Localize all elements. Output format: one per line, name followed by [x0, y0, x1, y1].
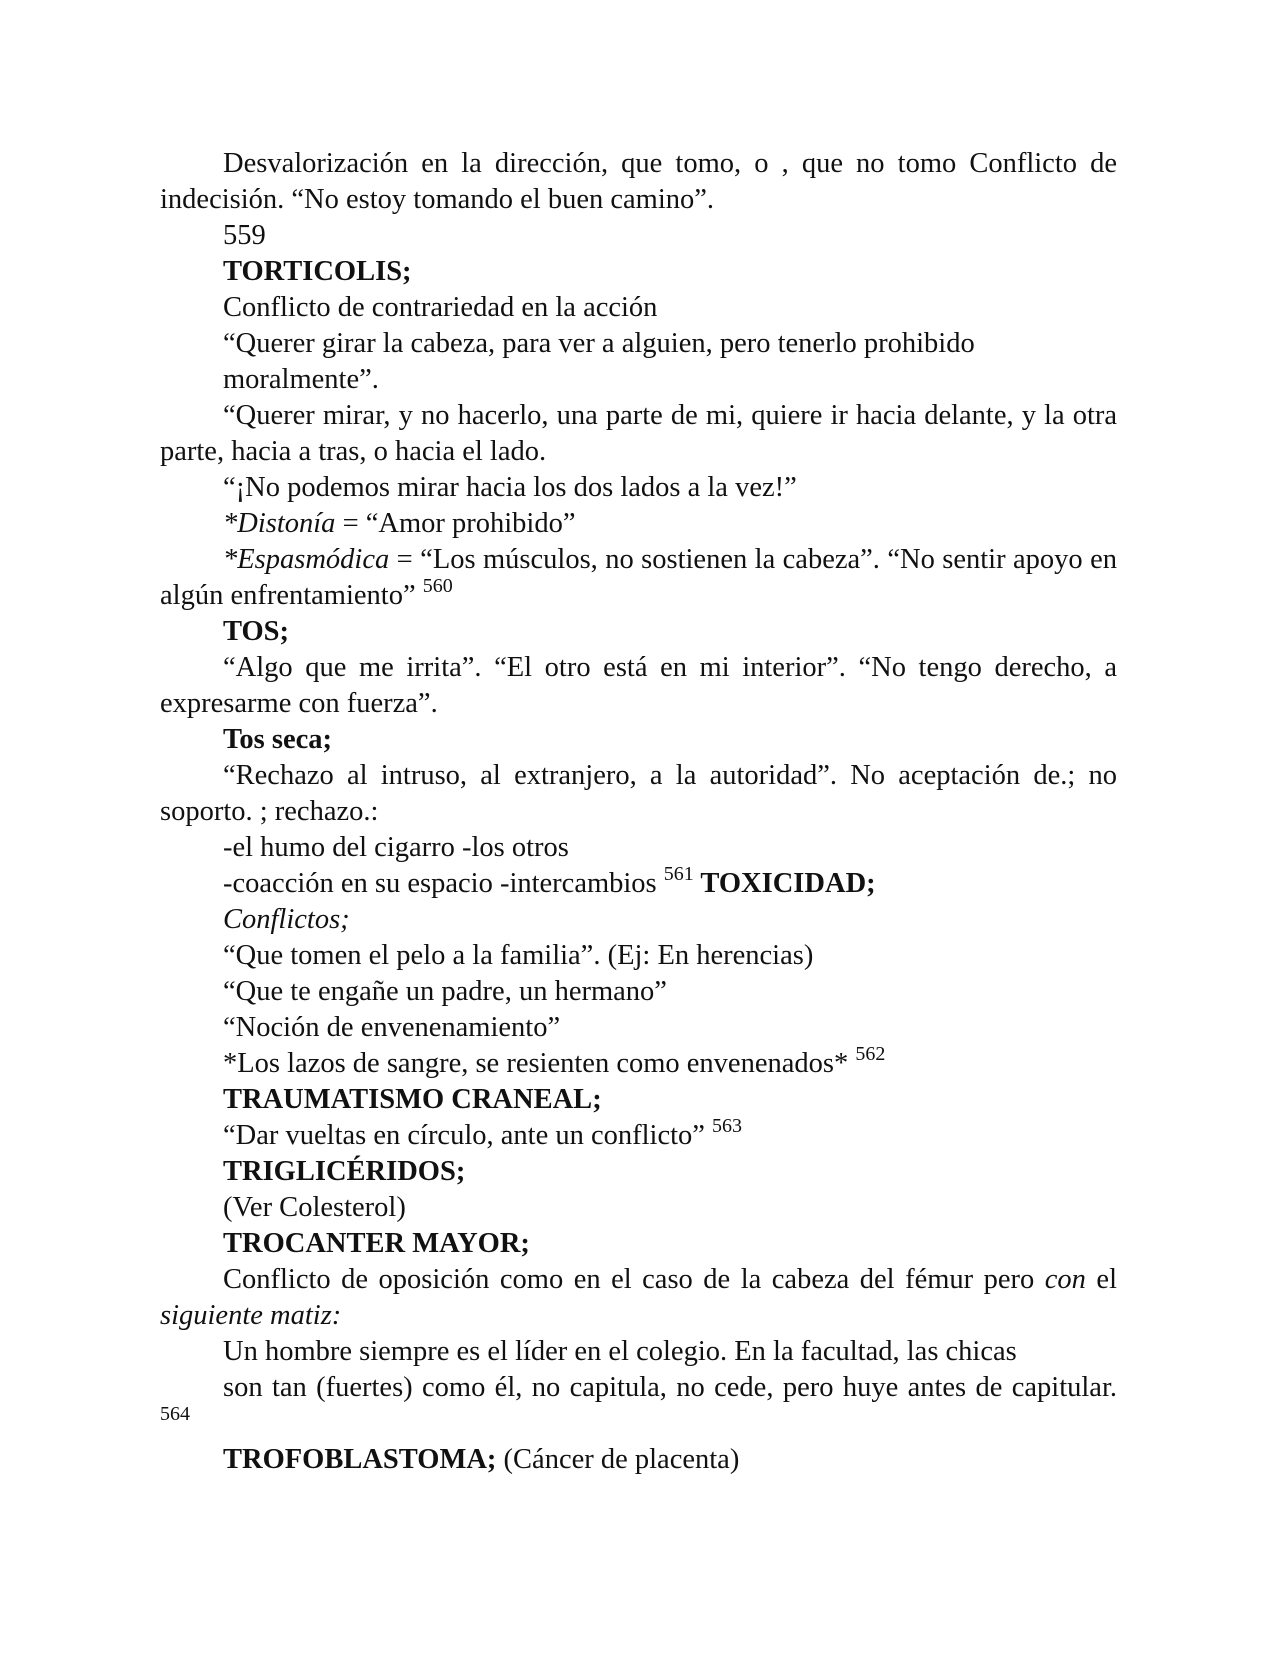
paragraph-tomen-el-pelo: [160, 938, 1117, 974]
paragraph-text: “Dar vueltas en círculo, ante un conflicto”: [223, 1120, 713, 1151]
footnote-ref-563: 563: [712, 1114, 743, 1137]
paragraph-lazos-de-sangre: [160, 1042, 1117, 1082]
heading-trocanter-mayor: [160, 1226, 1117, 1262]
paragraph-text: *Los lazos de sangre, se resienten como envenenados*: [223, 1048, 856, 1079]
paragraph-text: Un hombre siempre es el líder en el colegio. En la facultad, las chicas: [223, 1336, 1017, 1367]
paragraph-text: (Cáncer de placenta): [496, 1444, 740, 1475]
list-item-humo-cigarro: [160, 830, 1117, 866]
subheading-conflictos: [160, 902, 1117, 938]
paragraph-text: “Rechazo al intruso, al extranjero, a la autoridad”. No aceptación de.; no soporto. ; rechazo.:: [160, 760, 1117, 827]
heading-text: TOS;: [223, 616, 290, 647]
heading-toxicidad: TOXICIDAD;: [693, 868, 876, 899]
list-item-text: -coacción en su espacio -intercambios: [223, 868, 664, 899]
paragraph-text: “Algo que me irrita”. “El otro está en mi interior”. “No tengo derecho, a expresarme con fuerza”.: [160, 652, 1117, 719]
paragraph-text: Conflicto de oposición como en el caso de la cabeza del fémur pero: [223, 1264, 1045, 1295]
paragraph-querer-mirar: [160, 398, 1117, 470]
list-item-coaccion: [160, 862, 1117, 902]
paragraph-un-hombre: [160, 1334, 1117, 1370]
paragraph-text: “Querer mirar, y no hacerlo, una parte de mi, quiere ir hacia delante, y la otra parte, hacia a tras, o hacia el lado.: [160, 400, 1117, 467]
footnote-ref-560: 560: [422, 574, 453, 597]
paragraph-text: (Ver Colesterol): [223, 1192, 406, 1223]
heading-torticolis: [160, 254, 1117, 290]
emphasis-siguiente-matiz: siguiente matiz:: [160, 1300, 342, 1331]
paragraph-rechazo-intruso: [160, 758, 1117, 830]
term-espasmodica: *Espasmódica: [223, 544, 390, 575]
paragraph-distonia: [160, 506, 1117, 542]
heading-text: Tos seca;: [223, 724, 332, 755]
paragraph-ver-colesterol: [160, 1190, 1117, 1226]
paragraph-no-podemos-mirar: [160, 470, 1117, 506]
paragraph-text: “¡No podemos mirar hacia los dos lados a la vez!”: [223, 472, 797, 503]
heading-text: TRAUMATISMO CRANEAL;: [223, 1084, 602, 1115]
heading-text: TROCANTER MAYOR;: [223, 1228, 530, 1259]
heading-trofoblastoma-line: [160, 1442, 1117, 1478]
list-item-text: -el humo del cigarro -los otros: [223, 832, 569, 863]
paragraph-text: “Querer girar la cabeza, para ver a alguien, pero tenerlo prohibido moralmente”.: [223, 328, 975, 395]
footnote-ref-564: 564: [160, 1402, 190, 1425]
paragraph-text: Conflicto de contrariedad en la acción: [223, 292, 658, 323]
paragraph-desvalorizacion: [160, 146, 1117, 218]
paragraph-conflicto-contrariedad: [160, 290, 1117, 326]
subheading-text: Conflictos;: [223, 904, 350, 935]
heading-tos-seca: [160, 722, 1117, 758]
heading-trofoblastoma: TROFOBLASTOMA;: [223, 1444, 497, 1475]
paragraph-dar-vueltas: [160, 1114, 1117, 1154]
term-distonia: *Distonía: [223, 508, 336, 539]
paragraph-nocion-envenenamiento: [160, 1010, 1117, 1046]
paragraph-text: Desvalorización en la dirección, que tomo, o , que no tomo Conflicto de indecisión. “No estoy tomando el buen camino”.: [160, 148, 1117, 215]
document-page: [160, 146, 1117, 1478]
paragraph-espasmodica: [160, 542, 1117, 614]
emphasis-con: con: [1044, 1264, 1086, 1295]
paragraph-text: “Noción de envenenamiento”: [223, 1012, 561, 1043]
paragraph-text: el: [1085, 1264, 1117, 1295]
paragraph-text: son tan (fuertes) como él, no capitula, no cede, pero huye antes de capitular.: [223, 1372, 1117, 1403]
heading-text: TRIGLICÉRIDOS;: [223, 1156, 466, 1187]
footnote-ref-561: 561: [663, 862, 694, 885]
paragraph-querer-girar: [160, 326, 1117, 398]
footnote-ref-562: 562: [855, 1042, 886, 1065]
heading-text: TORTICOLIS;: [223, 256, 412, 287]
paragraph-text: “Que te engañe un padre, un hermano”: [223, 976, 667, 1007]
paragraph-son-tan-fuertes: [160, 1370, 1117, 1442]
paragraph-conflicto-oposicion: [160, 1262, 1117, 1334]
heading-tos: [160, 614, 1117, 650]
paragraph-te-engane: [160, 974, 1117, 1010]
heading-traumatismo-craneal: [160, 1082, 1117, 1118]
paragraph-text: = “Amor prohibido”: [335, 508, 576, 539]
paragraph-text: “Que tomen el pelo a la familia”. (Ej: En herencias): [223, 940, 814, 971]
heading-trigliceridos: [160, 1154, 1117, 1190]
paragraph-algo-que-me-irrita: [160, 650, 1117, 722]
page-number-559: [160, 218, 1117, 254]
page-number: 559: [223, 220, 266, 251]
paragraph-text: = “Los músculos, no sostienen la cabeza”. “No sentir apoyo en algún enfrentamiento”: [160, 544, 1117, 611]
